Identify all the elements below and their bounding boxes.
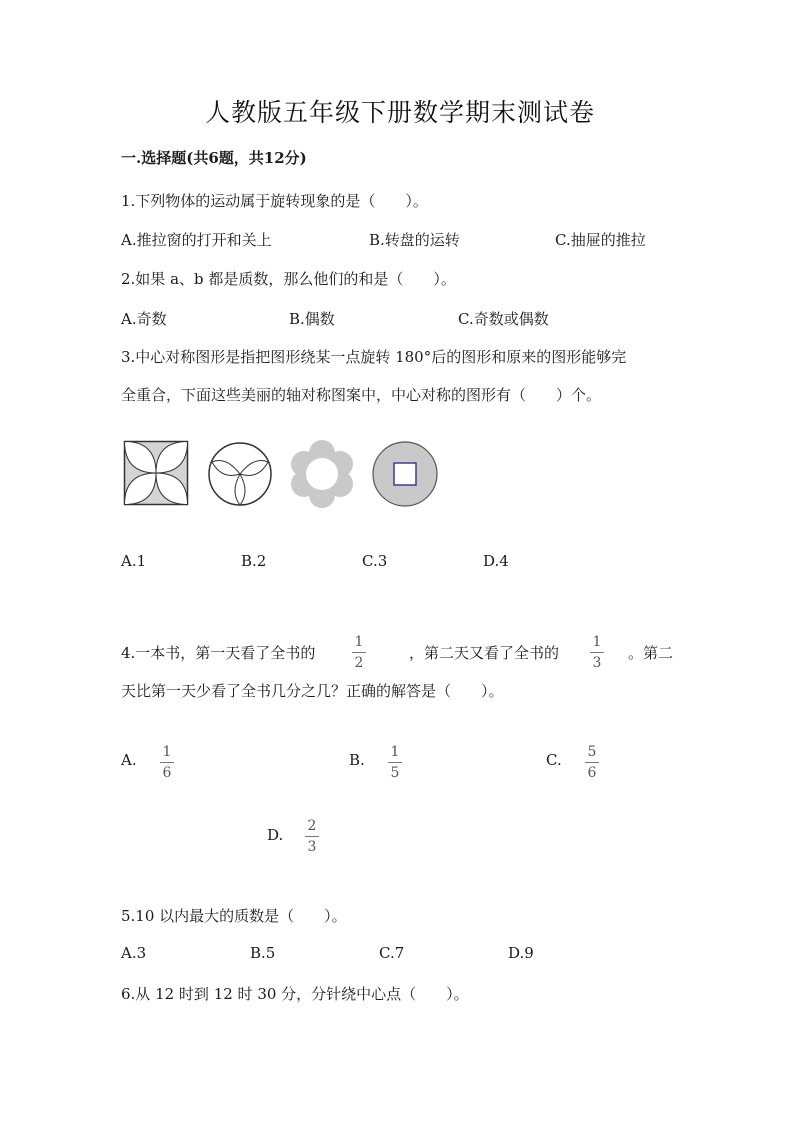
question-3-line-1: 3.中心对称图形是指把图形绕某一点旋转 180°后的图形和原来的图形能够完: [121, 348, 627, 366]
q4-fraction-2: [590, 635, 604, 670]
q2-option-a: A.奇数: [121, 310, 167, 328]
q4-option-c-fraction: [585, 745, 599, 780]
q1-option-b: B.转盘的运转: [369, 231, 460, 249]
q5-option-a: A.3: [121, 944, 147, 962]
q1-option-a: A.推拉窗的打开和关上: [121, 231, 272, 249]
coin-figure: [371, 440, 439, 508]
question-4-line-2: 天比第一天少看了全书几分之几？正确的解答是（ ）。: [121, 682, 504, 700]
q4-option-a-label: A.: [121, 751, 137, 769]
question-5: 5.10 以内最大的质数是（ ）。: [121, 907, 347, 925]
q4-fraction-2-denominator: 3: [592, 655, 602, 671]
question-4-part-3: 。第二: [628, 644, 674, 662]
q4-option-b-label: B.: [349, 751, 365, 769]
q4-option-b-denominator: 5: [390, 765, 400, 781]
flower-figure: [288, 440, 356, 508]
q5-option-b: B.5: [250, 944, 276, 962]
q4-option-d-label: D.: [267, 826, 284, 844]
question-6: 6.从 12 时到 12 时 30 分，分针绕中心点（ ）。: [121, 985, 469, 1003]
circle-three-petals-figure: [206, 440, 274, 508]
q3-option-d: D.4: [483, 552, 509, 570]
page-title: 人教版五年级下册数学期末测试卷: [204, 98, 595, 127]
q4-option-a-numerator: 1: [162, 744, 172, 760]
question-3-line-2: 全重合，下面这些美丽的轴对称图案中，中心对称的图形有（ ）个。: [121, 386, 602, 404]
question-2: 2.如果 a、b 都是质数，那么他们的和是（ ）。: [121, 270, 456, 288]
q4-option-c-denominator: 6: [587, 765, 597, 781]
q4-fraction-2-numerator: 1: [592, 634, 602, 650]
q4-option-d-numerator: 2: [307, 818, 317, 834]
q2-option-b: B.偶数: [289, 310, 335, 328]
q4-option-b-numerator: 1: [390, 744, 400, 760]
q4-fraction-1-numerator: 1: [354, 634, 364, 650]
q5-option-d: D.9: [508, 944, 534, 962]
q5-option-c: C.7: [379, 944, 405, 962]
q4-option-d-denominator: 3: [307, 839, 317, 855]
q4-option-d-fraction: [305, 819, 319, 854]
section-heading: 一.选择题(共6题，共12分): [121, 149, 307, 167]
question-4-part-1: 4.一本书，第一天看了全书的: [121, 644, 316, 662]
q4-fraction-1-denominator: 2: [354, 655, 364, 671]
q4-option-c-numerator: 5: [587, 744, 597, 760]
q3-option-c: C.3: [362, 552, 388, 570]
q4-option-a-fraction: [160, 745, 174, 780]
q1-option-c: C.抽屉的推拉: [555, 231, 646, 249]
q4-fraction-1: [352, 635, 366, 670]
q3-option-b: B.2: [241, 552, 267, 570]
q4-option-b-fraction: [388, 745, 402, 780]
question-1: 1.下列物体的运动属于旋转现象的是（ ）。: [121, 192, 428, 210]
q3-option-a: A.1: [121, 552, 147, 570]
square-four-petals-figure: [123, 440, 189, 506]
q2-option-c: C.奇数或偶数: [458, 310, 549, 328]
q4-option-a-denominator: 6: [162, 765, 172, 781]
question-4-part-2: ，第二天又看了全书的: [409, 644, 560, 662]
q4-option-c-label: C.: [546, 751, 562, 769]
